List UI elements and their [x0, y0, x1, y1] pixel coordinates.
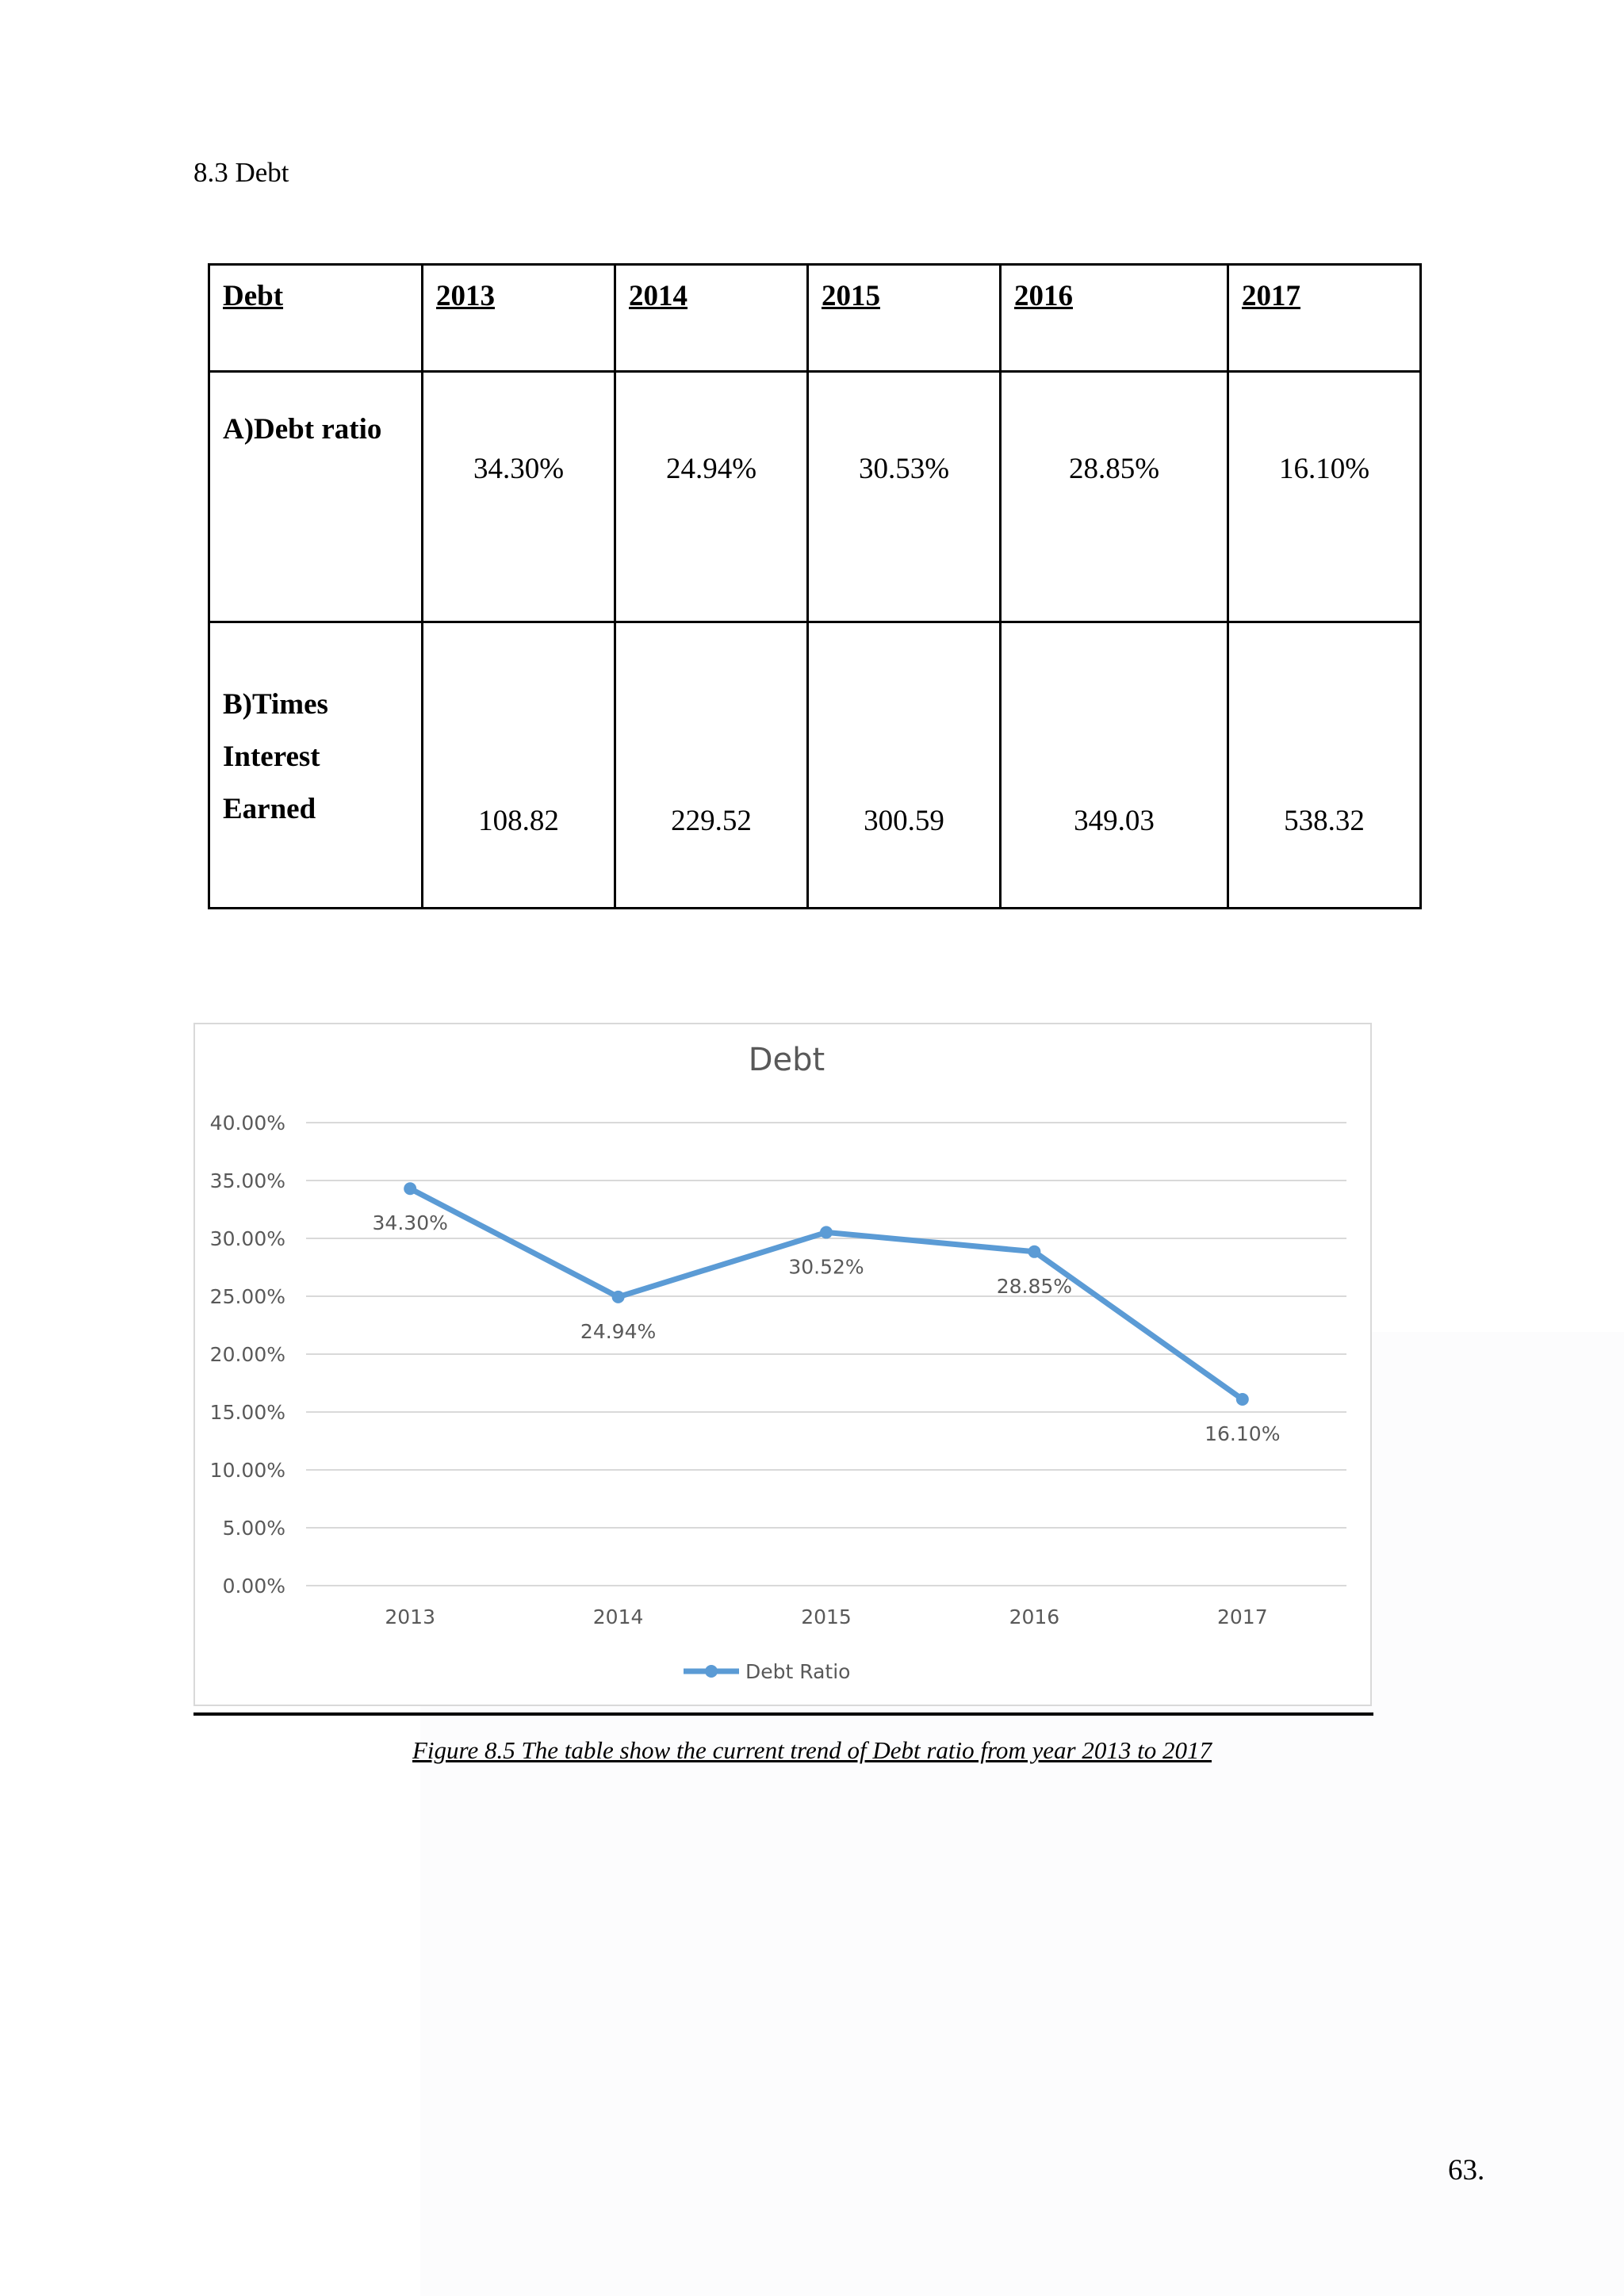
cell-value: 108.82 — [478, 805, 559, 837]
table-cell — [1228, 622, 1421, 909]
series-line — [410, 1188, 1243, 1399]
data-point — [612, 1291, 625, 1303]
table-cell — [1001, 622, 1228, 909]
table-cell — [423, 622, 615, 909]
y-tick-label: 20.00% — [209, 1343, 285, 1366]
debt-line-chart — [195, 1024, 1373, 1708]
chart-title: Debt — [748, 1042, 825, 1078]
y-tick-label: 25.00% — [209, 1285, 285, 1308]
row-label-line: Earned — [223, 793, 316, 825]
row-label — [209, 372, 423, 622]
data-label: 24.94% — [580, 1319, 657, 1343]
cell-value: 229.52 — [671, 805, 752, 837]
data-label: 28.85% — [996, 1274, 1073, 1298]
figure-caption: Figure 8.5 The table show the current trend of Debt ratio from year 2013 to 2017 — [412, 1736, 1212, 1764]
data-point — [404, 1182, 416, 1195]
cell-value: 34.30% — [473, 453, 565, 485]
table-header-row — [209, 265, 1421, 372]
data-label: 16.10% — [1205, 1422, 1281, 1445]
table-header-cell: 2016 — [1001, 265, 1228, 372]
y-tick-label: 0.00% — [222, 1575, 285, 1598]
cell-value: 538.32 — [1284, 805, 1365, 837]
y-tick-label: 10.00% — [209, 1459, 285, 1482]
data-label: 34.30% — [372, 1211, 448, 1235]
cell-value: 349.03 — [1074, 805, 1155, 837]
y-tick-label: 40.00% — [209, 1112, 285, 1135]
data-point — [1236, 1393, 1249, 1406]
data-point — [1028, 1246, 1040, 1258]
table-cell — [1228, 372, 1421, 622]
section-heading: 8.3 Debt — [193, 157, 289, 188]
row-label-line: Interest — [223, 740, 320, 773]
chart-bottom-rule — [193, 1712, 1373, 1716]
cell-value: 24.94% — [665, 453, 757, 485]
cell-value: 300.59 — [864, 805, 944, 837]
data-point — [820, 1226, 833, 1238]
page-number: 63. — [1448, 2154, 1485, 2187]
y-tick-label: 35.00% — [209, 1169, 285, 1192]
table-cell — [615, 622, 808, 909]
table-row — [209, 372, 1421, 622]
cell-value: 16.10% — [1278, 453, 1370, 485]
table-cell — [808, 622, 1001, 909]
table-cell — [808, 372, 1001, 622]
table-header-cell: 2017 — [1228, 265, 1421, 372]
y-tick-label: 5.00% — [222, 1517, 285, 1540]
table-cell — [1001, 372, 1228, 622]
x-tick-label: 2014 — [592, 1605, 644, 1628]
table-header-cell: 2013 — [423, 265, 615, 372]
table-header-cell: 2014 — [615, 265, 808, 372]
chart-container — [193, 1023, 1372, 1706]
table-row — [209, 622, 1421, 909]
data-label: 30.52% — [788, 1255, 864, 1279]
x-tick-label: 2016 — [1009, 1605, 1060, 1628]
x-tick-label: 2013 — [385, 1605, 436, 1628]
row-label — [209, 622, 423, 909]
table-cell — [615, 372, 808, 622]
cell-value: 28.85% — [1068, 453, 1160, 485]
table-header-cell: Debt — [209, 265, 423, 372]
table-cell — [423, 372, 615, 622]
legend-marker — [705, 1665, 718, 1678]
debt-table — [208, 263, 1422, 909]
table-header-cell: 2015 — [808, 265, 1001, 372]
row-label-line: B)Times — [223, 688, 328, 721]
x-tick-label: 2017 — [1216, 1605, 1268, 1628]
y-tick-label: 30.00% — [209, 1227, 285, 1250]
x-tick-label: 2015 — [801, 1605, 852, 1628]
y-tick-label: 15.00% — [209, 1401, 285, 1424]
row-label-line: A)Debt ratio — [223, 413, 382, 446]
cell-value: 30.53% — [858, 453, 950, 485]
legend-label: Debt Ratio — [745, 1660, 851, 1683]
